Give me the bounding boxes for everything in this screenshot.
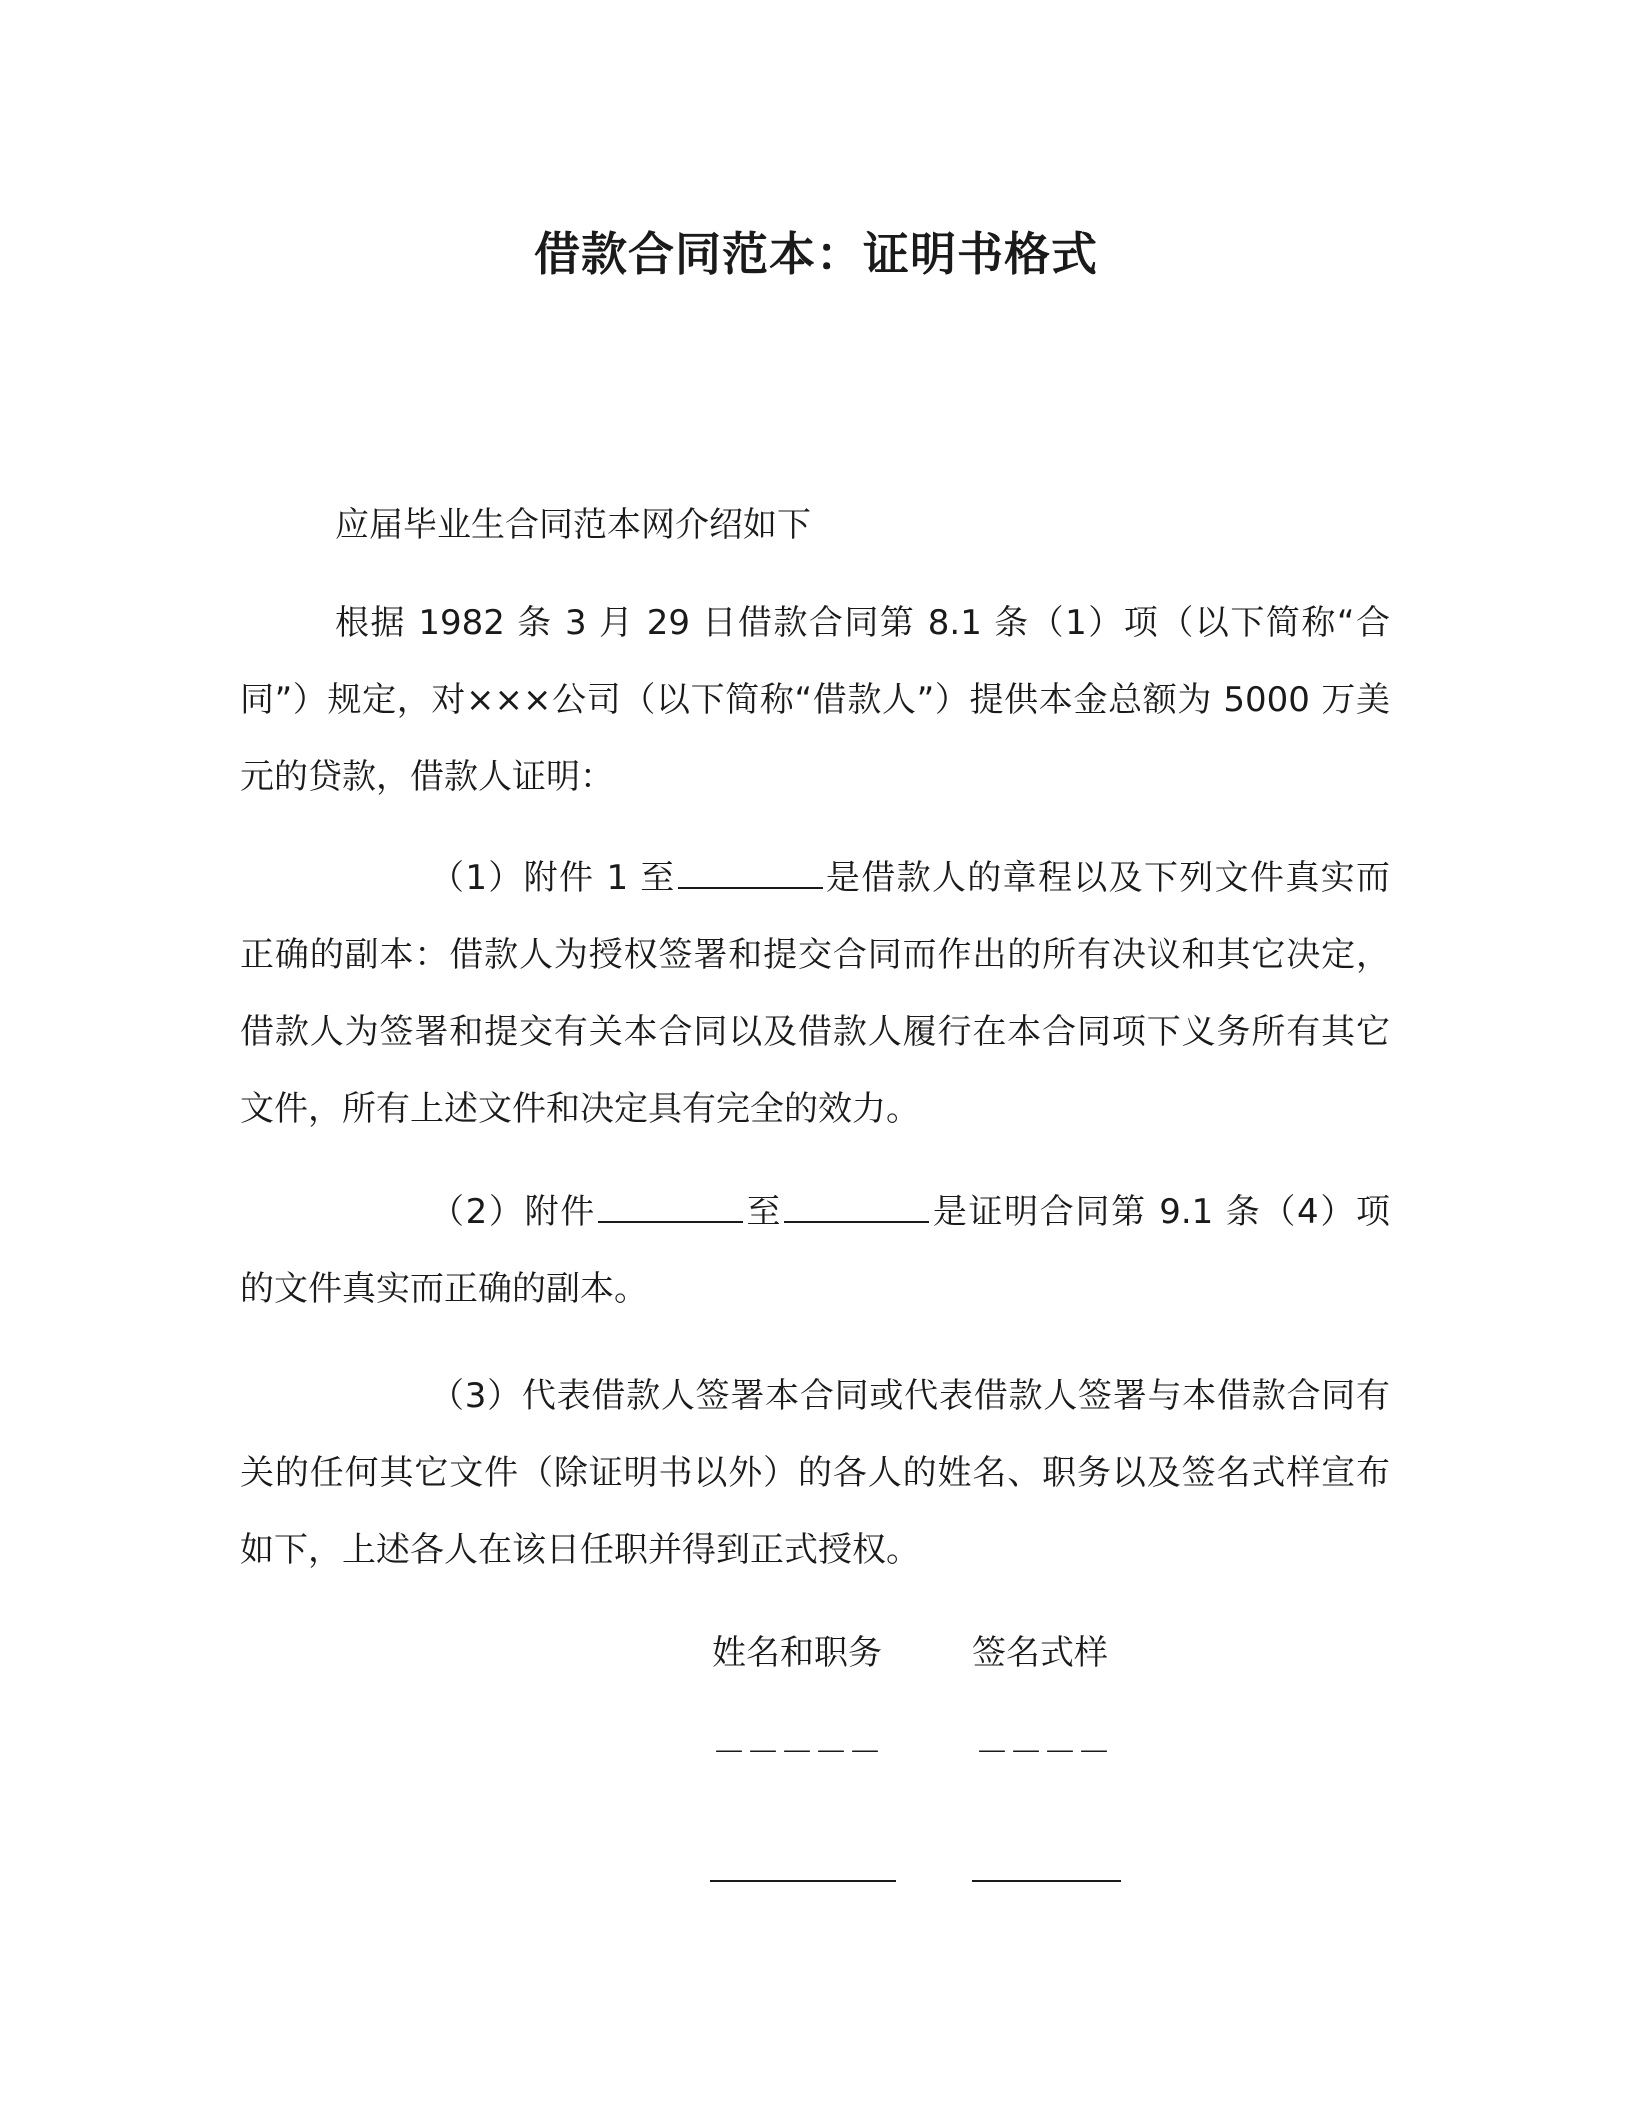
item-2-blank-to [784, 1191, 929, 1223]
signature-name-line [710, 1880, 896, 1882]
paragraph-item-2 [240, 1174, 1390, 1328]
item-2-middle-text: 至 [744, 1192, 783, 1232]
item-2-blank-from [598, 1191, 743, 1223]
item-1-body-text: 是借款人的章程以及下列文件真实而正确的副本：借款人为授权签署和提交合同而作出的所有决议和其它决定，借款人为签署和提交有关本合同以及借款人履行在本合同项下义务所有其它文件，所有上述文件和决定具有完全的效力。 [240, 858, 1390, 1129]
intro-paragraph: 应届毕业生合同范本网介绍如下 [335, 505, 811, 545]
signature-name-dashes: －－－－－ [712, 1733, 882, 1773]
signature-col-sample-header: 签名式样 [972, 1633, 1108, 1673]
signature-col-name-title-header: 姓名和职务 [712, 1633, 882, 1673]
paragraph-item-3: （3）代表借款人签署本合同或代表借款人签署与本借款合同有关的任何其它文件（除证明书以外）的各人的姓名、职务以及签名式样宣布如下，上述各人在该日任职并得到正式授权。 [240, 1376, 1390, 1570]
signature-sample-dashes: －－－－ [975, 1733, 1111, 1773]
item-1-lead-text: （1）附件 1 至 [430, 858, 676, 898]
paragraph-certification: 根据 1982 条 3 月 29 日借款合同第 8.1 条（1）项（以下简称“合同”）规定，对×××公司（以下简称“借款人”）提供本金总额为 5000 万美元的贷款，借款人证明： [240, 603, 1390, 797]
item-2-lead-text: （2）附件 [430, 1192, 596, 1232]
document-title: 借款合同范本：证明书格式 [534, 227, 1098, 281]
signature-sample-line [972, 1880, 1121, 1882]
paragraph-item-1 [240, 840, 1390, 1148]
item-2-body-text: 是证明合同第 9.1 条（4）项的文件真实而正确的副本。 [240, 1192, 1390, 1309]
item-1-blank [678, 857, 823, 889]
